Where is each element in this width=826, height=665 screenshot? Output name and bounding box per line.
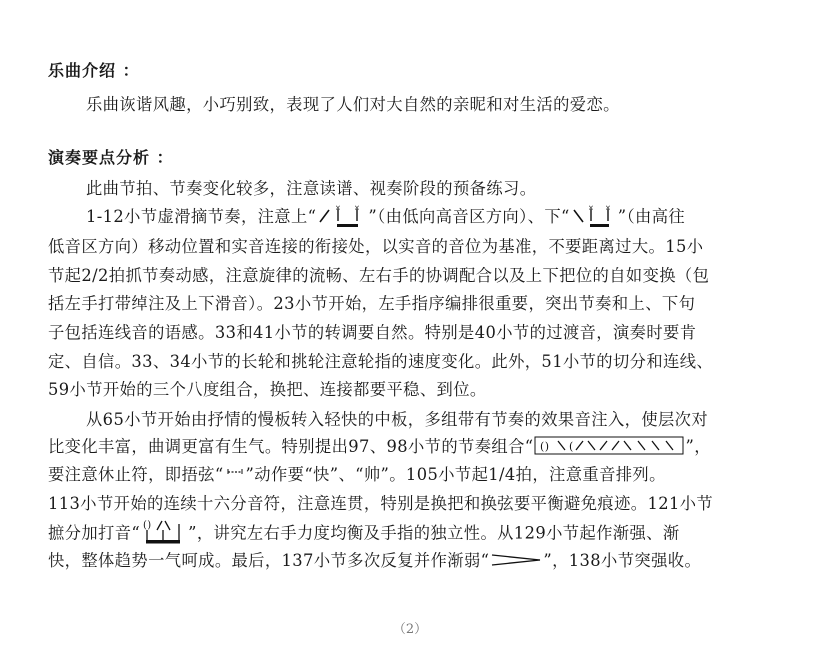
text-segment: 要注意休止符，即捂弦“ bbox=[48, 465, 224, 484]
intro-text: 乐曲诙谐风趣，小巧别致，表现了人们对大自然的亲昵和对生活的爱恋。 bbox=[86, 95, 620, 114]
paragraph-2-line-7: 59小节开始的三个八度组合，换把、连接都要平稳、到位。 bbox=[48, 380, 487, 399]
paragraph-3-line-6 bbox=[48, 547, 701, 571]
text-segment: 摭分加打音“ bbox=[48, 523, 141, 543]
svg-text:(): () bbox=[540, 439, 550, 453]
tap-note-symbol bbox=[141, 518, 187, 550]
text-segment: 1-12小节虚滑摘节奏，注意上“ bbox=[86, 207, 317, 226]
paragraph-3-line-4: 113小节开始的连续十六分音符，注意连贯，特别是换把和换弦要平衡避免痕迹。121小节 bbox=[48, 494, 714, 513]
paragraph-3-line-2 bbox=[48, 433, 711, 461]
svg-text:(): () bbox=[143, 520, 152, 531]
text-segment: 比变化丰富，曲调更富有生气。特别提出97、98小节的节奏组合“ bbox=[48, 437, 534, 456]
text-segment: ”（由高往 bbox=[617, 207, 686, 226]
rhythm-combination-symbol bbox=[534, 435, 684, 461]
decrescendo-symbol bbox=[490, 552, 542, 571]
text-segment: ”，讲究左右手力度均衡及手指的独立性。从129小节起作渐强、渐 bbox=[188, 523, 680, 543]
downward-slide-symbol bbox=[571, 204, 617, 232]
paragraph-3-line-1: 从65小节开始由抒情的慢板转入轻快的中板，多组带有节奏的效果音注入，使层次对 bbox=[86, 410, 709, 429]
analysis-heading: 演奏要点分析 ： bbox=[48, 148, 174, 167]
paragraph-2-line-1 bbox=[86, 203, 685, 232]
text-segment: ”（由低向高音区方向）、下“ bbox=[368, 207, 570, 226]
text-segment: 快，整体趋势一气呵成。最后，137小节多次反复并作渐弱“ bbox=[48, 551, 490, 570]
text-segment: ”， bbox=[685, 437, 711, 456]
paragraph-2-line-6: 定、自信。33、34小节的长轮和挑轮注意轮指的速度变化。此外，51小节的切分和连线、 bbox=[48, 352, 714, 371]
svg-text:×: × bbox=[604, 203, 612, 212]
paragraph-2-line-2: 低音区方向）移动位置和实音连接的衔接处，以实音的音位为基准，不要距离过大。15小 bbox=[48, 237, 704, 256]
svg-text:×: × bbox=[354, 203, 361, 212]
text-segment: ”，138小节突强收。 bbox=[543, 551, 702, 570]
upward-slide-symbol bbox=[317, 204, 367, 232]
paragraph-3-line-5 bbox=[48, 518, 680, 550]
svg-text:(: ( bbox=[569, 439, 575, 453]
svg-text:×: × bbox=[335, 203, 342, 212]
paragraph-1-line-1: 此曲节拍、节奏变化较多，注意读谱、视奏阶段的预备练习。 bbox=[86, 179, 537, 198]
text-segment: ”动作要“快”、“帅”。105小节起1/4拍，注意重音排列。 bbox=[245, 465, 666, 484]
string-mute-symbol bbox=[225, 466, 245, 485]
paragraph-3-line-3 bbox=[48, 461, 666, 485]
intro-heading: 乐曲介绍 ： bbox=[48, 61, 140, 80]
paragraph-2-line-5: 子包括连线音的语感。33和41小节的转调要自然。特别是40小节的过渡音，演奏时要肯 bbox=[48, 323, 697, 342]
paragraph-2-line-4: 括左手打带绰注及上下滑音）。23小节开始，左手指序编排很重要，突出节奏和上、下句 bbox=[48, 294, 696, 313]
paragraph-2-line-3: 节起2/2拍抓节奏动感，注意旋律的流畅、左右手的协调配合以及上下把位的自如变换（包 bbox=[48, 266, 710, 285]
svg-text:×: × bbox=[587, 203, 595, 212]
page-number: （2） bbox=[392, 622, 428, 636]
